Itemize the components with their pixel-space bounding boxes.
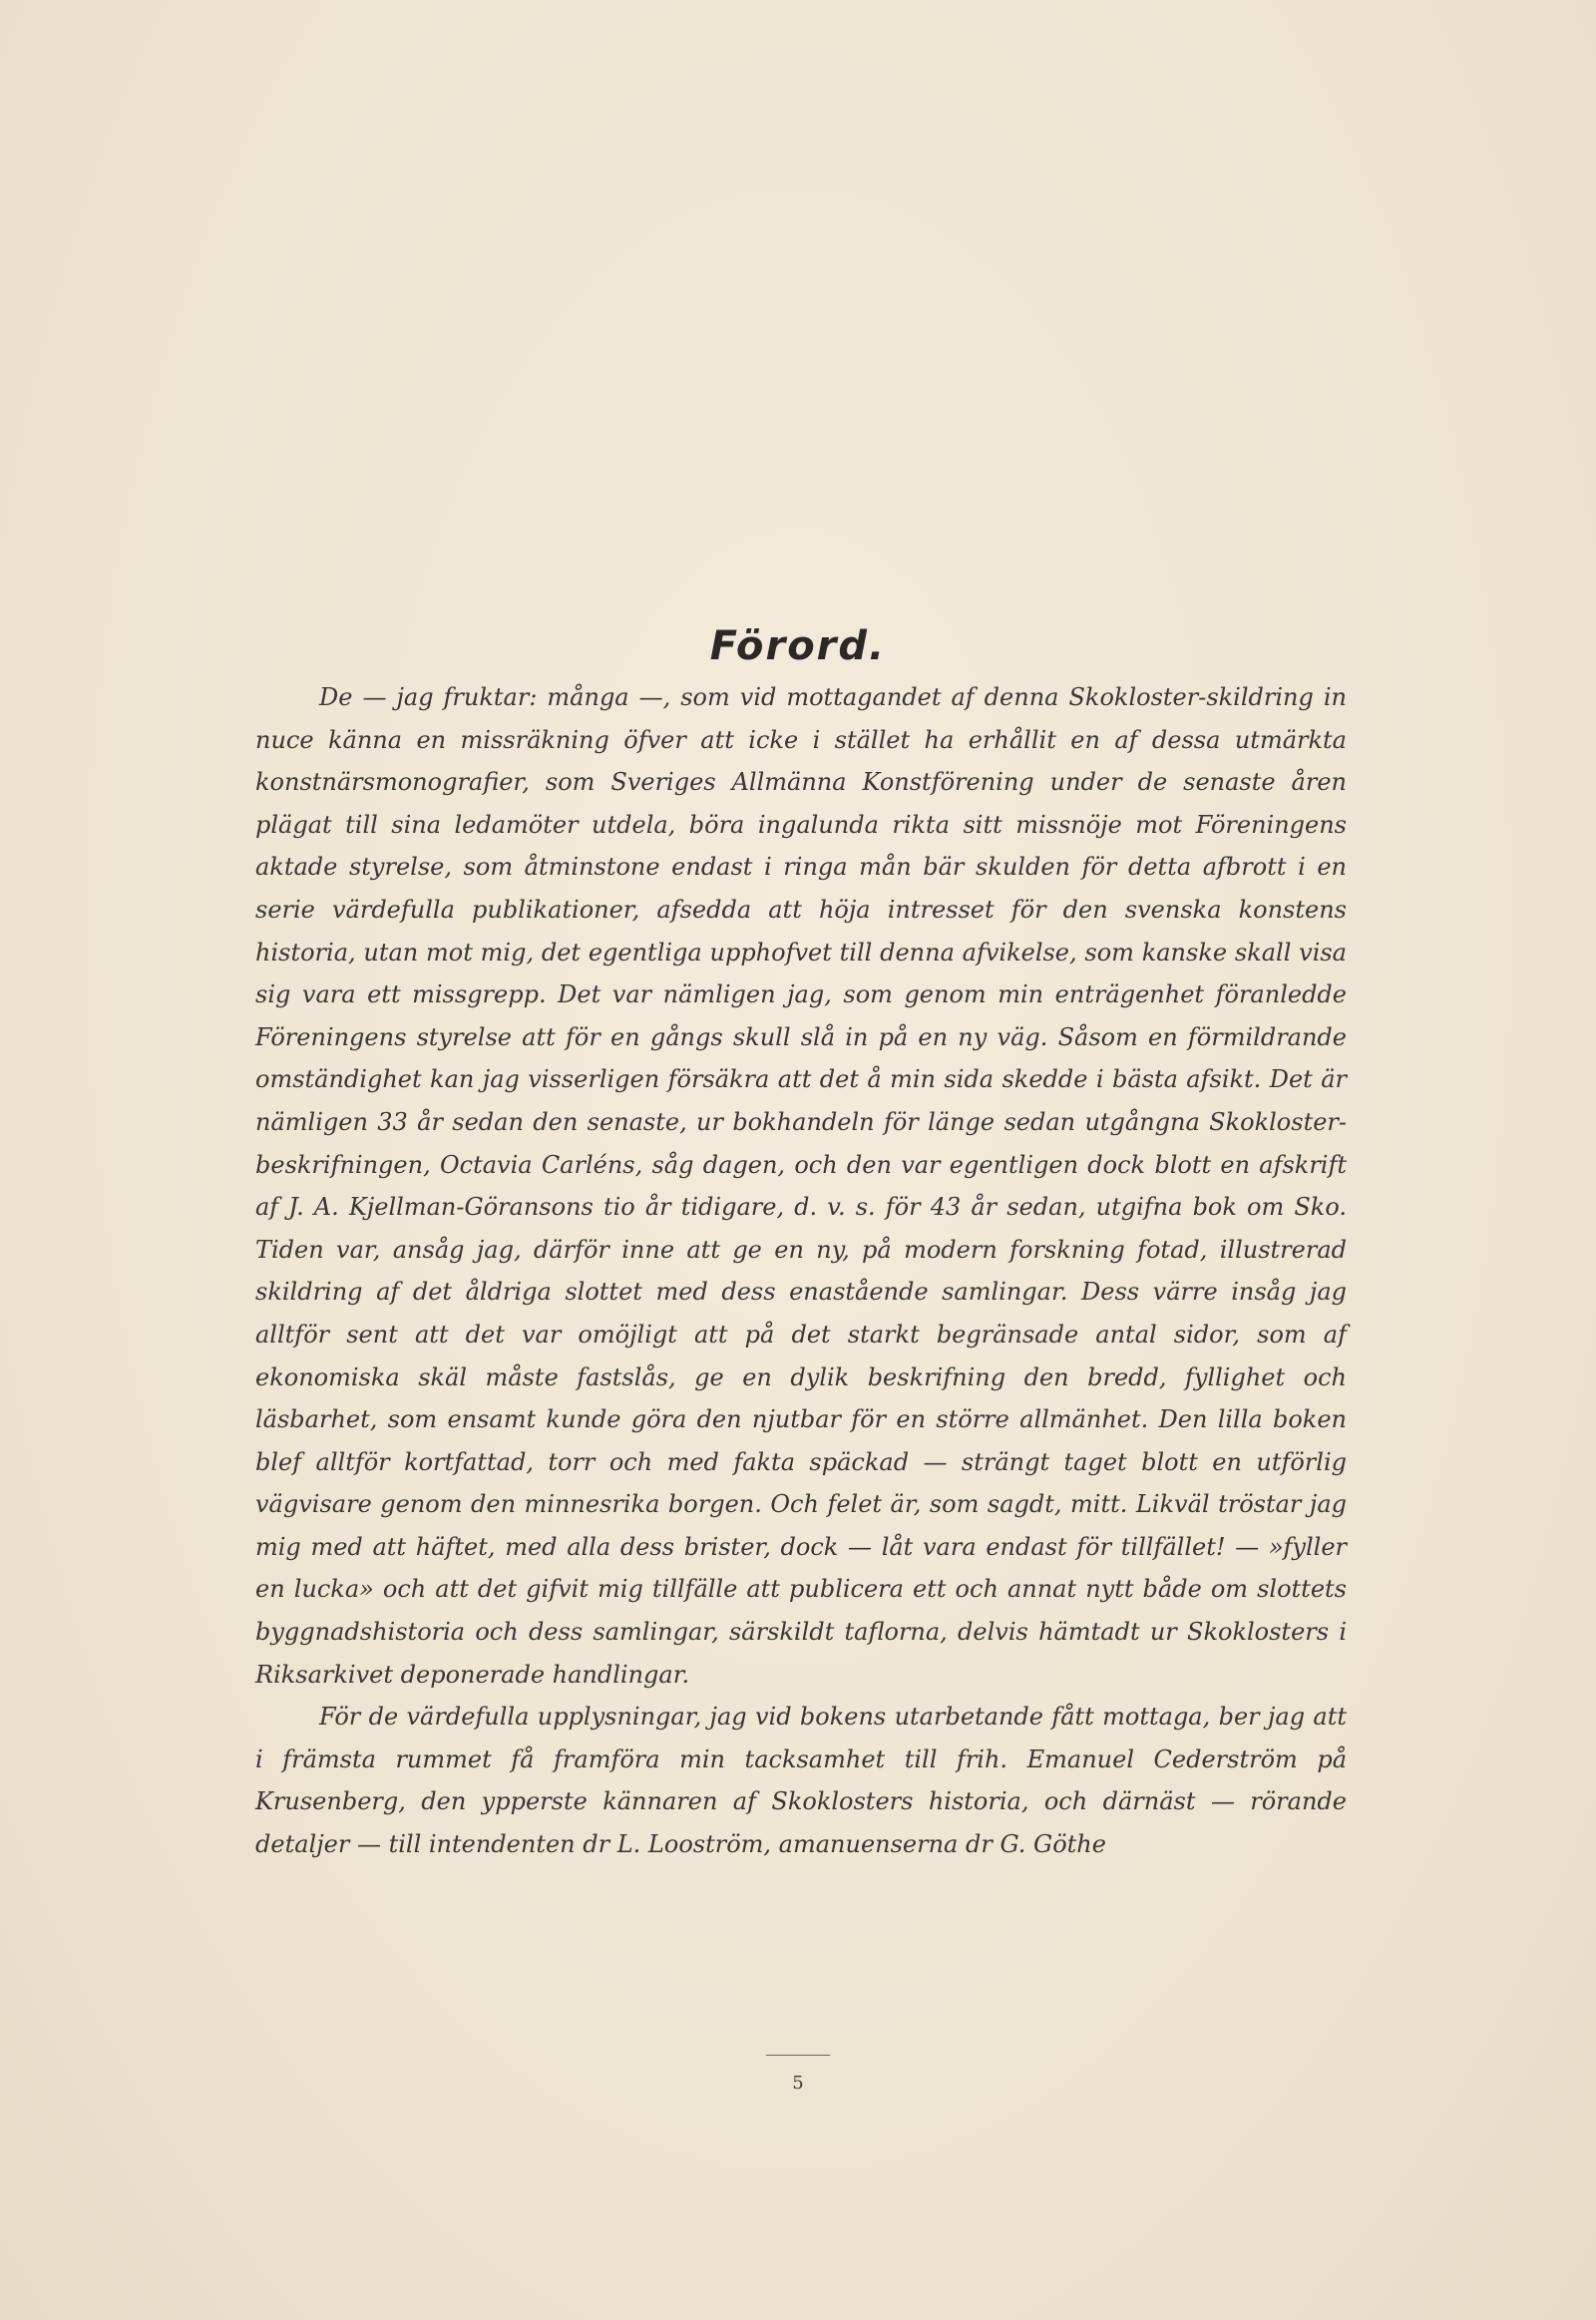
paragraph-2: För de värdefulla upplysningar, jag vid bokens utarbetande fått mottaga, ber jag att i främsta rummet få framföra min tacksamhet till frih. Emanuel Cederström på Krusenberg, den ypperste kännaren af Skoklosters historia, och därnäst — rörande detaljer — till intendenten dr L. Looström, amanuenserna dr G. Göthe [255, 1703, 1347, 1859]
page-title: Förord. [709, 622, 887, 669]
page-number: 5 [792, 2073, 804, 2094]
page-number-divider [766, 2055, 830, 2056]
preface-body [255, 676, 1347, 1866]
paragraph-1: De — jag fruktar: många —, som vid mottagandet af denna Skokloster-skildring in nuce känna en missräkning öfver att icke i stället ha erhållit en af dessa utmärkta konstnärsmonografier, som Sveriges Allmänna Konstförening under de senaste åren plägat till sina ledamöter utdela, böra ingalunda rikta sitt missnöje mot Föreningens aktade styrelse, som åtminstone endast i ringa mån bär skulden för detta afbrott i en serie värdefulla publikationer, afsedda att höja intresset för den svenska konstens historia, utan mot mig, det egentliga upphofvet till denna afvikelse, som kanske skall visa sig vara ett missgrepp. Det var nämligen jag, som genom min enträgenhet föranledde Föreningens styrelse att för en gångs skull slå in på en ny väg. Såsom en förmildrande omständighet kan jag visserligen försäkra att det å min sida skedde i bästa afsikt. Det är nämligen 33 år sedan den senaste, ur bokhandeln för länge sedan utgångna Skokloster-beskrifningen, Octavia Carléns, såg dagen, och den var egentligen dock blott en afskrift af J. A. Kjellman-Göransons tio år tidigare, d. v. s. för 43 år sedan, utgifna bok om Sko. Tiden var, ansåg jag, därför inne att ge en ny, på modern forskning fotad, illustrerad skildring af det åldriga slottet med dess enastående samlingar. Dess värre insåg jag alltför sent att det var omöjligt att på det starkt begränsade antal sidor, som af ekonomiska skäl måste fastslås, ge en dylik beskrifning den bredd, fyllighet och läsbarhet, som ensamt kunde göra den njutbar för en större allmänhet. Den lilla boken blef alltför kortfattad, torr och med fakta späckad — strängt taget blott en utförlig vägvisare genom den minnesrika borgen. Och felet är, som sagdt, mitt. Likväl tröstar jag mig med att häftet, med alla dess brister, dock — låt vara endast för tillfället! — »fyller en lucka» och att det gifvit mig tillfälle att publicera ett och annat nytt både om slottets byggnadshistoria och dess samlingar, särskildt taflorna, delvis hämtadt ur Skoklosters i Riksarkivet deponerade handlingar. [255, 683, 1347, 1689]
